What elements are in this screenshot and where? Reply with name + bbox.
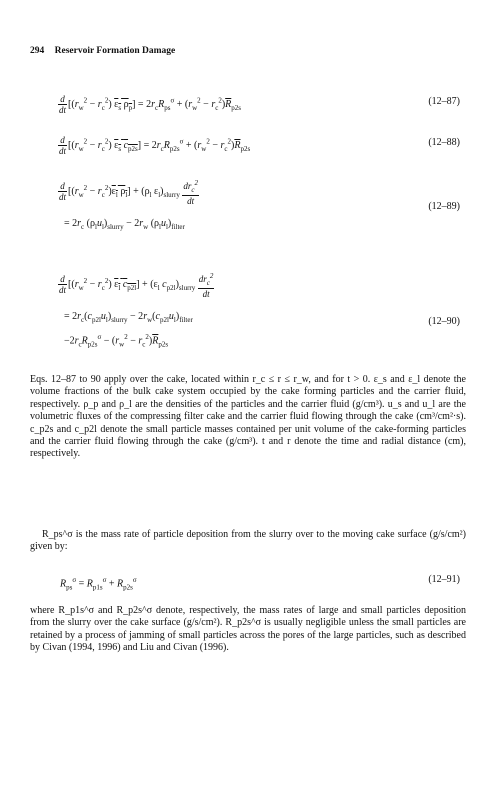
paragraph-text: where R_p1s^σ and R_p2s^σ denote, respectively, the mass rates of large and small particles deposition from the slurry over the cake surface (g/s/cm²). R_p2s^σ is usually negligible unless the small particles are retained by a process of jamming of small particles across the pores of the large particles, such as described by Civan (1994, 1996) and Liu and Civan (1996). xyxy=(30,605,466,654)
equation-number: (12–90) xyxy=(428,316,460,327)
equation-number: (12–87) xyxy=(428,96,460,107)
body-paragraph xyxy=(30,529,466,554)
equation-number: (12–91) xyxy=(428,574,460,585)
equation-number: (12–89) xyxy=(428,201,460,212)
page-header xyxy=(30,46,175,56)
equation-12-89-line-1: $\frac{d}{dt}$ [$(r_w^2 - r_c^2)\varepsilon_l$ $\rho_l] + (\rho_l$ $\varepsilon_l)_{slurry}$ $\frac{dr_c^2}{dt}$ xyxy=(59,179,198,206)
equation-12-89-line-2: = $2r_c$ $(\rho_lu_l)_{slurry} - 2r_w$ $(\rho_lu_l)_{filter}$ xyxy=(64,218,185,231)
equation-12-91: $R_{ps}^\sigma = R_{p1s}^\sigma + R_{p2s}^\sigma$ xyxy=(60,576,137,592)
equation-12-88: $\frac{d}{dt}$ [$(r_w^2 - r_c^2)$ $\varepsilon_s$ $c_{p2s}] = 2r_cR_{p2s}^\sigma + (r_w^2 - r_c^2)\overline{R}_{p2s}$ xyxy=(59,135,251,156)
equation-number: (12–88) xyxy=(428,137,460,148)
paragraph-text: R_ps^σ is the mass rate of particle deposition from the slurry over to the moving cake surface (g/s/cm²) given by: xyxy=(30,529,466,553)
paragraph-text: Eqs. 12–87 to 90 apply over the cake, located within r_c ≤ r ≤ r_w, and for t > 0. ε_s and ε_l denote the volume fractions of the bulk cake system occupied by the cake forming particles and the carrier fluid, respectively. ρ_p and ρ_l are the densities of the particles and the carrier fluid (g/cm³). u_s and u_l are the volumetric fluxes of the compressing filter cake and the carrier fluid flowing through the cake (cm³/cm²·s). c_p2s and c_p2l denote the small particle masses contained per unit volume of the cake-forming particles and the carrier fluid flowing through the cake (g/cm³). t and r denote the time and radial distance (cm), respectively. xyxy=(30,374,466,460)
equation-12-90-line-3: $-2r_cR_{p2s}^\sigma - (r_w^2 - r_c^2)\overline{R}_{p2s}$ xyxy=(64,333,169,349)
equation-12-87: $\frac{d}{dt}$ [$(r_w^2 - r_c^2)$ $\varepsilon_s$ $\rho_p] = 2r_cR_{ps}^\sigma + (r_w^2 - r_c^2)\overline{R}_{p2s}$ xyxy=(59,94,242,115)
body-paragraph xyxy=(30,374,466,461)
equation-12-90-line-2: = $2r_c(c_{p2l}u_l)_{slurry} - 2r_w(c_{p2l}u_l)_{filter}$ xyxy=(64,311,193,324)
body-paragraph xyxy=(30,605,466,655)
page-number: 294 xyxy=(30,46,45,56)
running-title: Reservoir Formation Damage xyxy=(54,46,176,56)
equation-12-90-line-1: $\frac{d}{dt}$ [$(r_w^2 - r_c^2)$ $\varepsilon_l$ $c_{p2l}] + (\varepsilon_l$ $c_{p2l})_{slurry}$ $\frac{dr_c^2}{dt}$ xyxy=(59,272,214,299)
